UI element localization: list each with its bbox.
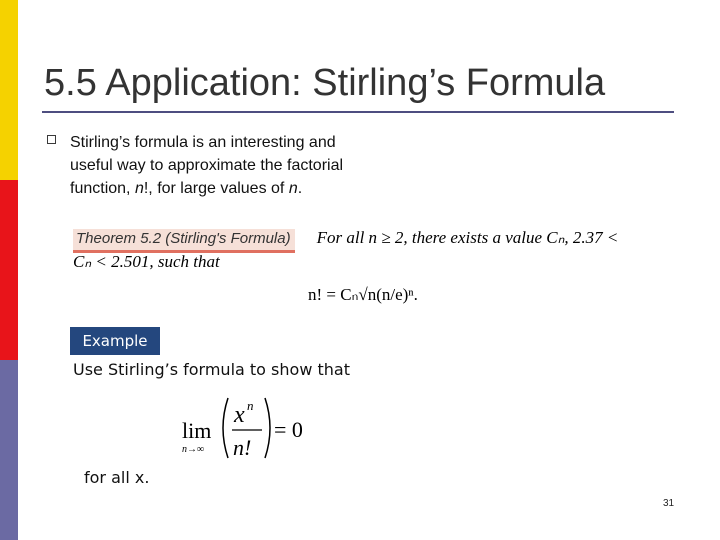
theorem-label: Theorem 5.2 (Stirling's Formula): [73, 229, 295, 253]
numerator-exponent: n: [247, 398, 254, 413]
example-closing: for all x.: [84, 468, 150, 487]
limit-lim-text: lim: [182, 418, 212, 443]
bullet-paragraph: [70, 131, 370, 200]
title-underline: [42, 111, 674, 113]
theorem-statement-line2: Cₙ < 2.501, such that: [73, 252, 220, 271]
stirling-formula: n! = Cₙ√n(n/e)ⁿ.: [308, 285, 418, 304]
sidebar-segment-red: [0, 180, 18, 360]
page-number: 31: [663, 498, 675, 509]
example-badge: Example: [70, 327, 160, 355]
theorem-statement-line1: [73, 228, 618, 253]
sidebar-color-bar: [0, 0, 18, 540]
limit-equals-zero: = 0: [274, 417, 303, 442]
bullet-text-start: Stirling’s formula is an interesting and useful way to approximate the factorial function,: [70, 134, 344, 197]
denominator: n!: [233, 435, 252, 460]
bullet-n-factorial-var: n: [134, 180, 144, 197]
limit-subscript: n→∞: [182, 444, 205, 455]
right-paren-icon: [265, 398, 270, 458]
example-prompt: Use Stirling’s formula to show that: [73, 360, 350, 379]
square-bullet-icon: [47, 135, 56, 144]
bullet-n-var: n: [288, 180, 298, 197]
limit-expression: [178, 392, 318, 468]
bullet-period: .: [297, 180, 303, 197]
theorem-line1-text: For all n ≥ 2, there exists a value Cₙ, 2.37 <: [316, 228, 619, 247]
sidebar-segment-purple: [0, 360, 18, 540]
bullet-text-mid: , for large values of: [148, 180, 289, 197]
sidebar-segment-yellow: [0, 0, 18, 180]
slide-title: 5.5 Application: Stirling’s Formula: [44, 62, 606, 104]
bullet-bang: !: [143, 180, 149, 197]
numerator-base: x: [234, 402, 245, 428]
left-paren-icon: [223, 398, 228, 458]
